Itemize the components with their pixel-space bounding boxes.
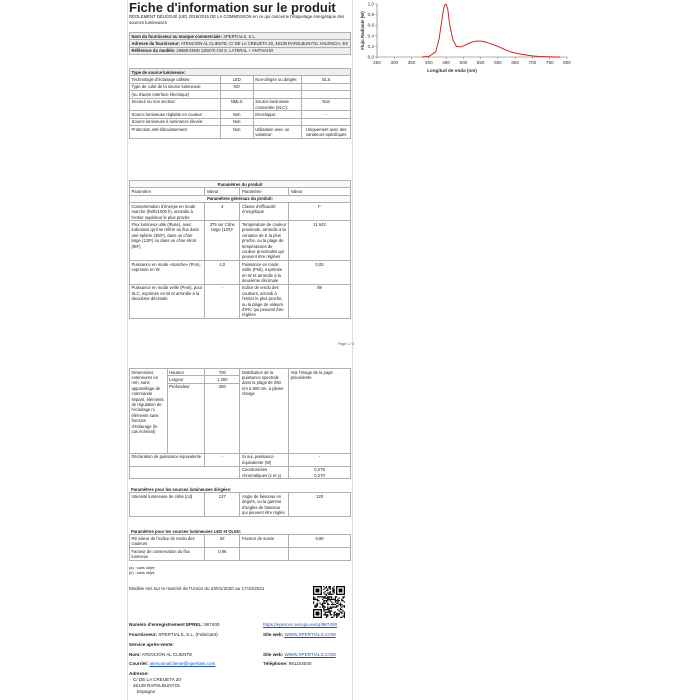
light-source-cell: Non [220, 126, 253, 139]
y-tick-label: 0,6 [367, 22, 374, 28]
product-params-header: Paramètres du produit [130, 181, 351, 188]
product-param-cell: Température de couleur proximale, arrondie à la centaine de K la plus proche, ou la plage de températures de couleur proximales qui peuvent être réglées [240, 221, 289, 261]
supplier-name-value: XPERTIALS, S.L. [223, 33, 256, 39]
light-source-cell: Uniquement avec des variateurs spécifiques [302, 126, 351, 139]
product-param-cell: Puissance en mode veille (Psb), exprimée en W et arrondie à la deuxième décimale [240, 261, 289, 285]
light-source-cell [302, 118, 351, 125]
light-source-cell [253, 118, 302, 125]
led-param-cell: 0,96 [205, 548, 240, 561]
col-param-1: Paramètre [130, 188, 205, 195]
equiv-value: - [205, 453, 240, 466]
col-value-2: Valeur [289, 188, 351, 195]
supplier-label: Fournisseur: [129, 632, 158, 637]
phone-value: 961104040 [288, 661, 312, 666]
page-title: Fiche d'information sur le produit [129, 0, 336, 15]
light-source-row [130, 76, 351, 83]
general-params-header: Paramètres généraux du produit: [130, 195, 351, 202]
light-source-cell: NMLS [220, 98, 253, 111]
light-source-row [130, 111, 351, 118]
peak-intensity-label: Intensité lumineuse de crête (cd) [130, 493, 205, 517]
model-ref-cell [130, 47, 351, 54]
x-tick-label: 800 [563, 60, 571, 65]
footnote-b: (b) : sans objet; [129, 570, 156, 575]
light-source-cell: LED [220, 76, 253, 83]
product-param-cell: Indice de rendu des couleurs, arrondi à l'entier le plus proche, ou la plage de valeurs d'IRC qui peuvent être réglées [240, 284, 289, 318]
chroma-x: 0,279 [314, 467, 325, 473]
after-sales-label: Service après-vente: [129, 642, 174, 647]
light-source-cell [253, 83, 302, 90]
beam-angle-value: 120 [289, 493, 351, 517]
led-param-cell [240, 548, 289, 561]
light-source-cell: Source lumineuse connectée (SLC): [253, 98, 302, 111]
email-label: Courriel: [129, 661, 149, 666]
depth-value: 260 [205, 383, 240, 453]
product-param-cell: 4,0 [205, 261, 240, 285]
light-source-cell: NO [220, 83, 253, 90]
product-param-cell: - [205, 284, 240, 318]
chroma-y: 0,270 [314, 472, 325, 478]
y-tick-label: 0,8 [367, 12, 374, 18]
light-source-cell: Source lumineuse réglable en couleur: [130, 111, 221, 118]
product-param-cell: 0,00 [289, 261, 351, 285]
website-label: Site web: [263, 632, 284, 637]
col-param-2: Paramètre [240, 188, 289, 195]
spd-value: Voir l'image de la page précédente [289, 369, 351, 454]
product-param-cell: Puissance en mode veille (Pnet), pour SLC, exprimée en W et arrondie à la deuxième décimale [130, 284, 205, 318]
light-source-cell: DLS [302, 76, 351, 83]
address-line-1: C/ DE LA CREUETA 20 [133, 677, 181, 682]
dimensions-label: Dimensions extérieures en mm, sans appareillage de commande séparé, éléments de régulation de l'éclairage ni éléments sans fonction d'éclairage (le cas échéant) [130, 369, 168, 454]
x-tick-label: 550 [476, 60, 485, 65]
address-line-2: 46138 RAFELBUNYOL [133, 683, 181, 688]
light-source-cell [302, 91, 351, 98]
product-param-row [130, 221, 351, 261]
x-tick-label: 350 [407, 60, 416, 65]
light-source-cell: Non [302, 98, 351, 111]
light-source-cell: Protection anti-éblouissement: [130, 126, 221, 139]
product-param-row [130, 284, 351, 318]
led-oled-table [129, 528, 351, 561]
product-param-cell: 4 [205, 203, 240, 221]
x-tick-label: 650 [511, 60, 520, 65]
light-source-cell: Enveloppe: [253, 111, 302, 118]
equiv-label: Déclaration de puissance équivalente [130, 453, 205, 466]
width-value: 1 300 [205, 376, 240, 383]
led-param-cell: Facteur de conservation du flux lumineux [130, 548, 205, 561]
eprel-link[interactable]: https://eprel.ec.europa.eu/qr/987400 [263, 622, 338, 627]
y-tick-label: 0,2 [367, 43, 374, 49]
x-tick-label: 250 [373, 60, 381, 65]
eprel-value: 987400 [204, 622, 220, 627]
market-note: Modèle mis sur le marché de l'Union du 23/01/2020 au 17/10/2021 [129, 586, 265, 591]
model-ref-label: Référence du modèle: [131, 48, 176, 54]
light-source-cell: - [302, 111, 351, 118]
height-value: 700 [205, 369, 240, 376]
x-tick-label: 700 [528, 60, 537, 65]
regulation-intro: RÈGLEMENT DÉLÉGUÉ (UE) 2019/2015 DE LA COMMISSION en ce qui concerne l'étiquetage énergétique des sources lumineuses [129, 14, 345, 25]
light-source-row [130, 118, 351, 125]
light-source-type-header: Type de source lumineuse: [130, 69, 351, 76]
directional-table [129, 486, 351, 517]
website-link[interactable]: WWW.XPERTIALS.COM [284, 632, 336, 637]
address-line-3: Espagne [137, 689, 156, 694]
light-source-row [130, 83, 351, 90]
product-param-cell: Consommation d'énergie en mode marche (kWh/1000 h), arrondie à l'entier supérieur le plus proche [130, 203, 205, 221]
chroma-value [289, 466, 351, 479]
led-param-cell: R9 valeur de l'indice de rendu des couleurs [130, 535, 205, 548]
light-source-cell [302, 83, 351, 90]
peak-intensity-value: 127 [205, 493, 240, 517]
website2-link[interactable]: WWW.XPERTIALS.COM [284, 652, 336, 657]
product-param-cell: F [289, 203, 351, 221]
x-tick-label: 450 [442, 60, 450, 65]
depth-label: Profondeur [167, 383, 205, 453]
footer-row-email [129, 661, 351, 669]
x-tick-label: 750 [545, 60, 554, 65]
light-source-cell [220, 91, 253, 98]
supplier-table [129, 32, 351, 55]
width-label: Largeur [167, 376, 205, 383]
y-tick-label: 0,0 [367, 54, 374, 60]
product-param-row [130, 203, 351, 221]
chroma-label: Coordonnées chromatiques (x et y) [240, 466, 289, 479]
y-tick-label: 1,0 [367, 1, 374, 7]
supplier-address-label: Adresse du fournisseur: [131, 40, 180, 46]
supplier-name-label: Nom du fournisseur ou marque commerciale: [131, 33, 223, 39]
footnote-a: (a) : sans objet; [129, 566, 156, 570]
led-oled-header: Paramètres pour les sources lumineuses LED et OLED: [131, 528, 242, 534]
led-param-row [130, 548, 351, 561]
product-param-cell: 11 642 [289, 221, 351, 261]
light-source-cell: Secteur ou non secteur: [130, 98, 221, 111]
product-param-cell: Classe d'efficacité énergétique [240, 203, 289, 221]
directional-header: Paramètres pour les sources lumineuses dirigées: [131, 486, 232, 492]
light-source-row [130, 91, 351, 98]
x-tick-label: 400 [424, 60, 433, 65]
y-axis-title: Flujo Radiante (W) [360, 11, 365, 50]
led-param-row [130, 535, 351, 548]
footer-row-after-sales [129, 642, 351, 650]
col-value-1: Valeur [205, 188, 240, 195]
equiv-power-value: - [289, 453, 351, 466]
supplier-address-cell [130, 40, 351, 47]
x-tick-label: 600 [494, 60, 502, 65]
light-source-cell: Utilisation avec un variateur: [253, 126, 302, 139]
address-label: Adresse: [129, 671, 149, 676]
spd-label: Distribution de la puissance spectrale dans la plage de 250 nm à 800 nm, à pleine charge [240, 369, 289, 454]
footnotes [129, 566, 351, 576]
x-axis-title: Longitud de onda (nm) [427, 68, 477, 73]
led-param-cell: 0,90 [289, 535, 351, 548]
supplier-address-value: ATENCION AL CLIENTE, C/ DE LA CREUETA 20, 46138 RAFELBUNYOL VALENCIA, ES [180, 40, 349, 46]
product-param-row [130, 261, 351, 285]
light-source-cell: Technologie d'éclairage utilisée: [130, 76, 221, 83]
product-param-cell: Flux lumineux utile (Φuse), avec indication qu'il se réfère au flux dans une sphère (360º), dans un cône large (120º) ou dans un cône étroit (90º) [130, 221, 205, 261]
light-source-cell: Non [220, 111, 253, 118]
light-source-cell: (ou d'autre interface électrique) [130, 91, 221, 98]
footer-row-supplier [129, 632, 351, 640]
footer-row-eprel [129, 622, 351, 630]
product-param-cell: 89 [289, 284, 351, 318]
qr-code-icon[interactable] [313, 586, 345, 618]
beam-angle-label: Angle de faisceau en degrés, ou la gamme d'angles de faisceau qui peuvent être réglés [240, 493, 289, 517]
model-ref-value: 29688 EMIN 130X70 CM S. LATERAL + ANTIVAHO [176, 48, 274, 54]
product-params-table [129, 180, 351, 319]
light-source-row [130, 126, 351, 139]
y-tick-label: 0,4 [367, 33, 374, 39]
page-number: Page 1 / 4 [338, 342, 355, 346]
email-link[interactable]: atencionalcliente@xpertials.com [149, 661, 216, 666]
dimensions-table [129, 368, 351, 479]
light-source-row [130, 98, 351, 111]
led-param-cell: 62 [205, 535, 240, 548]
light-source-cell: Type de culot de la source lumineuse [130, 83, 221, 90]
contact-name-value: ATENCION AL CLIENTE [141, 652, 193, 657]
footer-address [129, 671, 351, 695]
light-source-cell: Non-dirigée ou dirigée: [253, 76, 302, 83]
product-param-cell: Puissance en mode «marche» (Pon), exprimée en W [130, 261, 205, 285]
x-tick-label: 300 [390, 60, 399, 65]
phone-label: Téléphone: [263, 661, 288, 666]
equiv-power-label: Si oui, puissance équivalente (W) [240, 453, 289, 466]
x-tick-label: 500 [459, 60, 468, 65]
empty-cell [130, 466, 240, 479]
spd-series-line [422, 4, 560, 57]
supplier-value: XPERTIALS, S.L. (Fabricant) [158, 632, 218, 637]
supplier-name-cell [130, 33, 351, 40]
product-param-cell: 375 sur Cône large (120)º [205, 221, 240, 261]
website2-label: Site web: [263, 652, 284, 657]
light-source-cell: Non [220, 118, 253, 125]
height-label: Hauteur [167, 369, 205, 376]
eprel-label: Numéro d'enregistrement EPREL: [129, 622, 203, 627]
contact-name-label: Nom: [129, 652, 141, 657]
footer-row-name [129, 652, 351, 660]
led-param-cell [289, 548, 351, 561]
light-source-cell [253, 91, 302, 98]
light-source-cell: Source lumineuse à luminance élevée: [130, 118, 221, 125]
led-param-cell: Facteur de survie [240, 535, 289, 548]
light-source-type-table [129, 68, 351, 139]
spectral-distribution-chart [355, 0, 577, 80]
